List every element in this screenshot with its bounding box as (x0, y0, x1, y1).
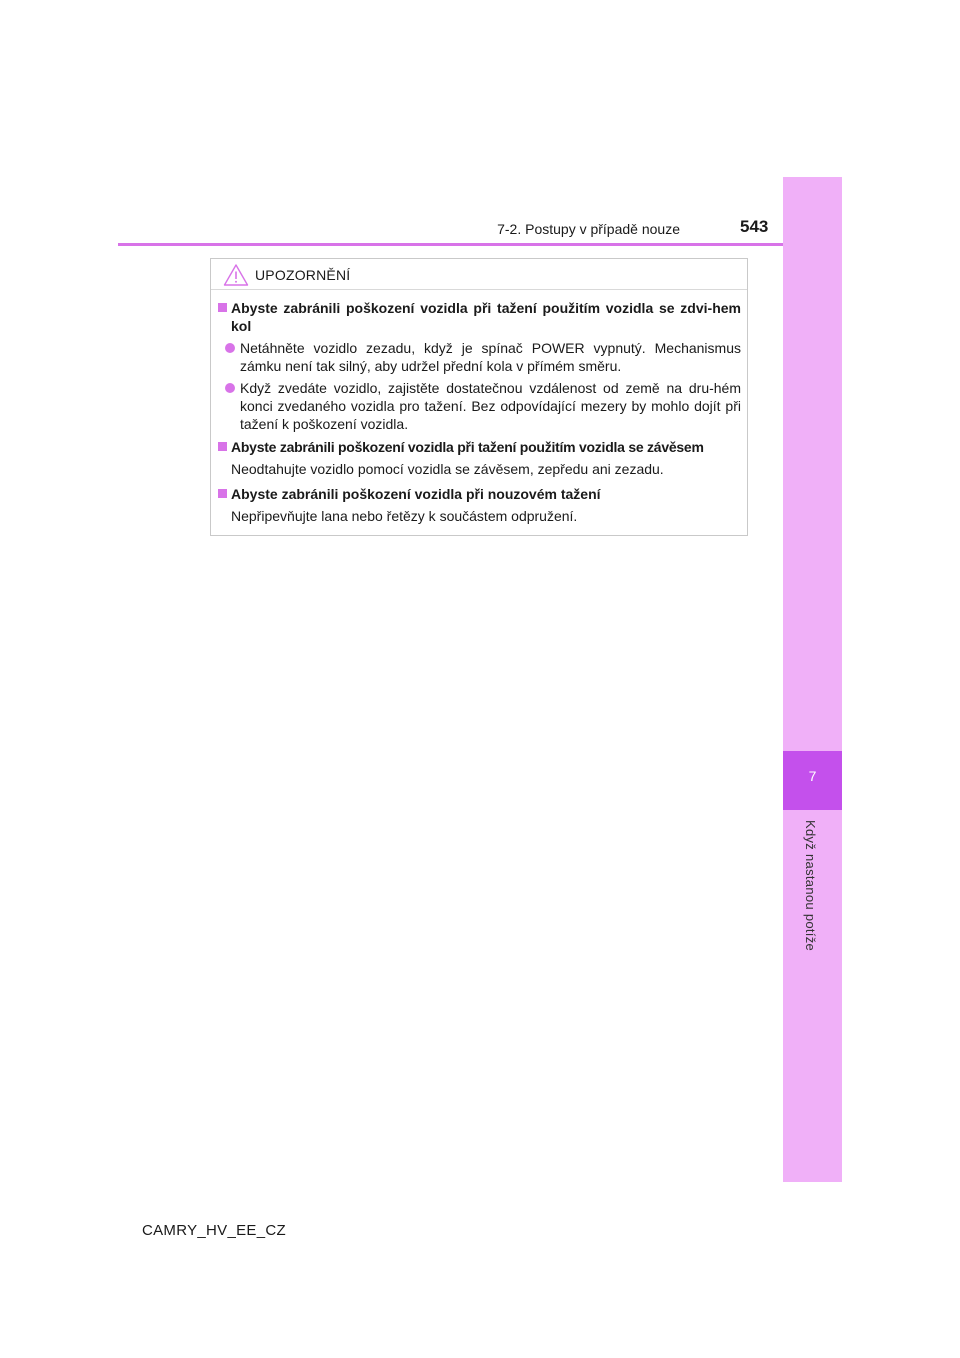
header-rule (118, 243, 842, 246)
list-item (225, 339, 741, 375)
section-heading-text: Abyste zabránili poškození vozidla při tažení použitím vozidla se zdvi-hem kol (231, 300, 741, 334)
section-heading (217, 485, 741, 503)
model-code: CAMRY_HV_EE_CZ (142, 1222, 286, 1239)
page-number: 543 (740, 217, 769, 236)
warning-header (223, 261, 350, 289)
warning-box (210, 258, 748, 536)
chapter-side-tab (783, 177, 842, 1182)
warning-body (217, 299, 741, 532)
warning-triangle-icon (223, 263, 249, 287)
chapter-title: Když nastanou potíže (803, 820, 818, 952)
section-title: 7-2. Postupy v případě nouze (497, 221, 680, 237)
list-item (225, 379, 741, 433)
list-item-text: Když zvedáte vozidlo, zajistěte dostatečnou vzdálenost od země na dru-hém konci zvedaného vozidla pro tažení. Bez odpovídající mezery by mohlo dojít při tažení k poškození vozidla. (240, 380, 741, 432)
square-bullet-icon (218, 489, 227, 498)
square-bullet-icon (218, 303, 227, 312)
section-text: Nepřipevňujte lana nebo řetězy k součástem odpružení. (231, 508, 578, 524)
round-bullet-icon (225, 343, 235, 353)
list-item-text: Netáhněte vozidlo zezadu, když je spínač POWER vypnutý. Mechanismus zámku není tak silný, aby udržel přední kola v přímém směru. (240, 340, 741, 374)
section-text: Neodtahujte vozidlo pomocí vozidla se závěsem, zepředu ani zezadu. (231, 461, 664, 477)
section-heading-text: Abyste zabránili poškození vozidla při tažení použitím vozidla se závěsem (231, 439, 704, 455)
section-heading (217, 299, 741, 335)
warning-divider (211, 289, 747, 290)
square-bullet-icon (218, 442, 227, 451)
section-heading (217, 438, 741, 456)
section-heading-text: Abyste zabránili poškození vozidla při nouzovém tažení (231, 486, 601, 502)
round-bullet-icon (225, 383, 235, 393)
chapter-number: 7 (808, 768, 817, 784)
warning-title: UPOZORNĚNÍ (255, 267, 351, 283)
